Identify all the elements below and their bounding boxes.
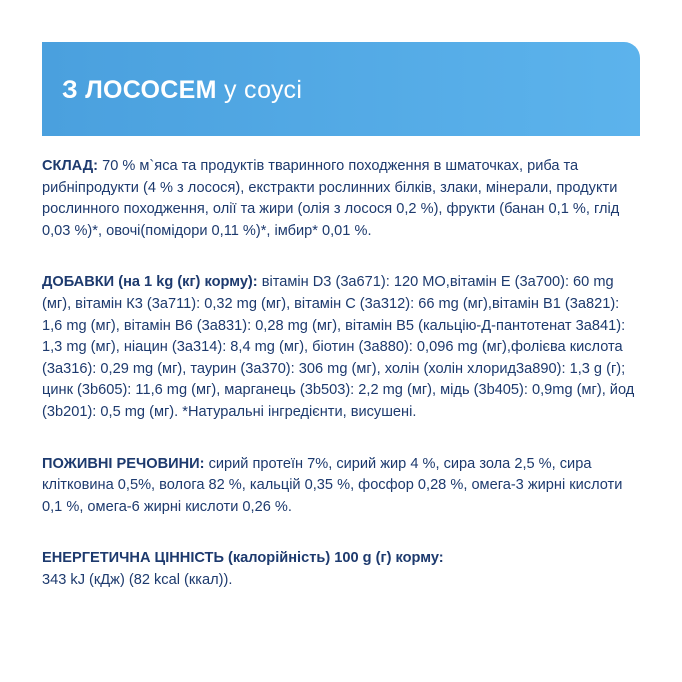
energy-section bbox=[42, 548, 642, 591]
product-title bbox=[62, 75, 302, 105]
product-title-suffix: у соусі bbox=[216, 76, 303, 104]
energy-text: 343 kJ (кДж) (82 kcal (ккал)). bbox=[42, 571, 233, 588]
ingredients-text: 70 % м`яса та продуктів тваринного походження в шматочках, риба та рибніпродукти (4 % з лосося), екстракти рослинних білків, злаки, мінерали, продукти рослинного походження, олії та жири (олія з лосося 0,2 %), фрукти (банан 0,1 %, глід 0,03 %)*, овочі(помідори 0,11 %)*, імбир* 0,01 %. bbox=[42, 158, 620, 239]
additives-section bbox=[42, 272, 642, 423]
nutrients-section bbox=[42, 454, 642, 519]
nutrients-text: сирий протеїн 7%, сирий жир 4 %, сира зола 2,5 %, сира клітковина 0,5%, волога 82 %, кальцій 0,35 %, фосфор 0,28 %, омега-3 жирні кислоти 0,1 %, омега-6 жирні кислоти 0,26 %. bbox=[42, 455, 623, 515]
energy-label: ЕНЕРГЕТИЧНА ЦІННІСТЬ (калорійність) 100 g (г) корму: bbox=[42, 550, 444, 567]
product-info bbox=[42, 156, 642, 592]
ingredients-label: СКЛАД: bbox=[42, 158, 99, 174]
ingredients-section bbox=[42, 156, 642, 242]
product-title-main: З ЛОСОСЕМ bbox=[62, 76, 217, 104]
nutrients-label: ПОЖИВНІ РЕЧОВИНИ: bbox=[42, 455, 205, 472]
additives-label: ДОБАВКИ (на 1 kg (кг) корму): bbox=[42, 274, 258, 291]
additives-text: вітамін D3 (3a671): 120 МО,вітамін E (3a700): 60 mg (мг), вітамін К3 (3a711): 0,32 mg (мг), вітамін С (3a312): 66 mg (мг),вітамін В1 (3a821): 1,6 mg (мг), вітамін В6 (3a831): 0,28 mg (мг), вітамін В5 (кальцію-Д-пантотенат 3a841): 1,3 mg (мг), ніацин (3a314): 8,4 mg (мг), біотин (3a880): 0,096 mg (мг),фолієва кислота (3a316): 0,29 mg (мг), таурин (3a370): 306 mg (мг), холін (холін хлорид3a890): 1,3 g (г); цинк (3b605): 11,6 mg (мг), марганець (3b503): 2,2 mg (мг), мідь (3b405): 0,9mg (мг), йод (3b201): 0,5 mg (мг). *Натуральні інгредієнти, висушені. bbox=[42, 274, 635, 420]
product-title-banner bbox=[42, 42, 640, 136]
